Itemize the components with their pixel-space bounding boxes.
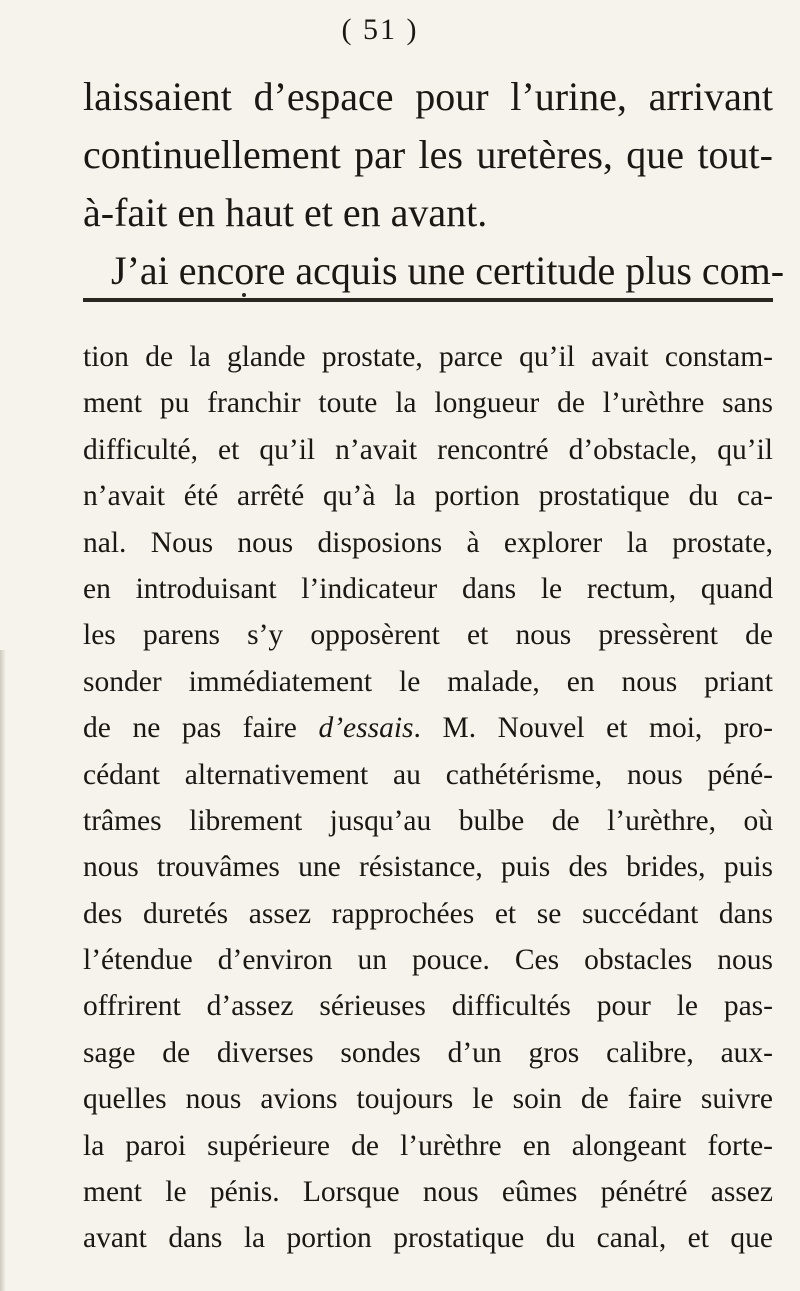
text-line: à-fait en haut et en avant. [83,190,488,235]
text-line: la paroi supérieure de l’urèthre en alongeant forte- [83,1129,773,1162]
text-line: en introduisant l’indicateur dans le rectum, quand [83,572,773,605]
text-line: l’étendue d’environ un pouce. Ces obstacles nous [83,944,773,977]
text-line: ment pu franchir toute la longueur de l’urèthre sans [83,387,773,420]
text-line: continuellement par les uretères, que tout- [83,132,773,177]
text-line: trâmes librement jusqu’au bulbe de l’urèthre, où [83,804,773,837]
lower-paragraph [83,334,773,1262]
text-line: n’avait été arrêté qu’à la portion prostatique du ca- [83,480,773,513]
text-line: tion de la glande prostate, parce qu’il avait constam- [83,341,773,373]
text-line: offrirent d’assez sérieuses difficultés pour le pas- [83,990,773,1023]
text-line: laissaient d’espace pour l’urine, arrivant [83,74,773,119]
text-line: difficulté, et qu’il n’avait rencontré d’obstacle, qu’il [83,433,773,466]
text-line: quelles nous avions toujours le soin de faire suivre [83,1083,773,1116]
text-line: nal. Nous nous disposions à explorer la prostate, [83,526,773,559]
text-line: J’ai encore acquis une certitude plus com- [111,248,785,293]
text-line: avant dans la portion prostatique du canal, et que [83,1222,773,1255]
page-number: ( 51 ) [341,13,419,46]
section-divider [83,298,773,302]
upper-paragraph [83,68,785,300]
text-line: sonder immédiatement le malade, en nous priant [83,665,773,698]
text-line-italic [83,705,773,751]
divider-mark [242,293,246,297]
text-line: les parens s’y opposèrent et nous pressèrent de [83,619,773,652]
text-line: nous trouvâmes une résistance, puis des brides, puis [83,851,773,884]
text-line: cédant alternativement au cathétérisme, nous péné- [83,758,773,791]
text-line: ment le pénis. Lorsque nous eûmes pénétré assez [83,1176,773,1209]
text-line: des duretés assez rapprochées et se succédant dans [83,897,773,930]
text-segment: . M. Nouvel et moi, pro- [413,712,774,745]
italic-phrase: d’essais [318,712,414,745]
page-edge-shadow [0,650,6,1291]
text-segment: de ne pas faire [83,712,319,745]
text-line: sage de diverses sondes d’un gros calibre, aux- [83,1036,773,1069]
